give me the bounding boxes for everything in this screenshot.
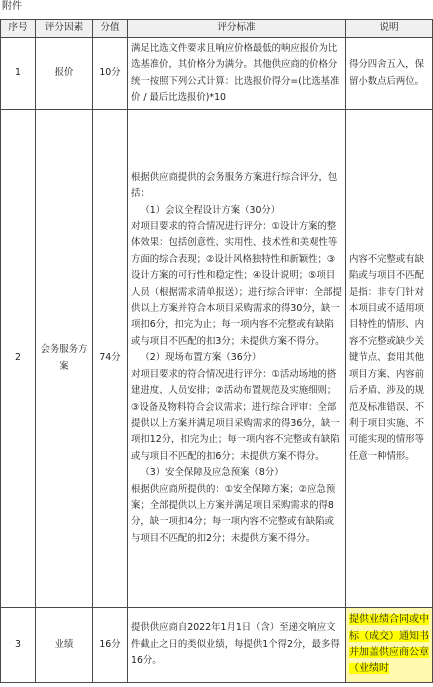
attachment-caption: 附件 — [2, 1, 22, 12]
criteria-paragraph: 根据供应商所提供的：①安全保障方案；②应急预案；全部提供以上方案并满足项目采购需求的得8分，缺一项扣4分；每一项内容不完整或有缺陷或与项目不匹配的扣2分；未提供方案不得分。 — [131, 483, 336, 544]
criteria-paragraph: 满足比选文件要求且响应价格最低的响应报价为比选基准价，其价格分为满分。其他供应商的价格分统一按照下列公式计算：比选报价得分=(比选基准价 / 最后比选报价)*10 — [131, 42, 340, 103]
row-criteria — [128, 38, 346, 110]
highlighted-note-text: 提供业绩合同或中标（成交）通知书并加盖供应商公章（业绩时 — [349, 614, 429, 675]
header-note: 说明 — [346, 20, 433, 38]
row-no: 3 — [1, 608, 36, 683]
row-criteria — [128, 608, 346, 683]
row-note-highlighted — [346, 608, 433, 683]
row-score: 10分 — [93, 38, 128, 110]
header-factor: 评分因素 — [36, 20, 93, 38]
criteria-subheading: （1）会议全程设计方案（30分） — [140, 204, 281, 216]
row-note: 内容不完整或有缺陷或与项目不匹配是指：非专门针对本项目或不适用项目特性的情形、内容不完整或缺少关键节点、套用其他项目方案、内容前后矛盾、涉及的规范及标准错误、不利于项目实施、不可能实现的情形等任意一种情形。 — [346, 110, 433, 608]
row-score: 16分 — [93, 608, 128, 683]
header-score: 分值 — [93, 20, 128, 38]
criteria-paragraph: 对项目要求的符合情况进行评分：①设计方案的整体效果：包括创意性、实用性、技术性和美观性等方面的综合表现；②设计风格独特性和新颖性；③设计方案的可行性和稳定性；④设计说明；⑤项目人员（根据需求清单报送）；进行综合评审：全部提供以上方案并符合本项目采购需求的得30分，缺一项扣6分，扣完为止；每一项内容不完整或有缺陷或与项目不匹配的扣3分；未提供方案不得分。 — [131, 221, 342, 347]
row-no: 2 — [1, 110, 36, 608]
row-factor: 业绩 — [36, 608, 93, 683]
header-no: 序号 — [1, 20, 36, 38]
row-score: 74分 — [93, 110, 128, 608]
scoring-table — [0, 19, 433, 683]
row-no: 1 — [1, 38, 36, 110]
table-header-row — [1, 20, 433, 38]
header-criteria: 评分标准 — [128, 20, 346, 38]
table-row — [1, 38, 433, 110]
criteria-paragraph: 根据供应商提供的会务服务方案进行综合评分，包括： — [131, 171, 338, 200]
row-criteria — [128, 110, 346, 608]
criteria-subheading: （3）安全保障及应急预案（8分） — [140, 467, 284, 479]
table-row — [1, 110, 433, 608]
table-row — [1, 608, 433, 683]
row-factor: 报价 — [36, 38, 93, 110]
criteria-subheading: （2）现场布置方案（36分） — [140, 352, 262, 364]
criteria-paragraph: 提供供应商自2022年1月1日（含）至递交响应文件截止之日的类似业绩，每提供1个得2分，最多得16分。 — [131, 622, 340, 667]
row-note: 得分四舍五入，保留小数点后两位。 — [346, 38, 433, 110]
row-factor: 会务服务方案 — [36, 110, 93, 608]
criteria-paragraph: 对项目要求的符合情况进行评分：①活动场地的搭建进度、人员安排；②活动布置规范及实施细则；③设备及物料符合会议需求；进行综合评审：全部提供以上方案并满足项目采购需求的得36分，缺一项扣12分，扣完为止；每一项内容不完整或有缺陷或与项目不匹配的扣6分；未提供方案不得分。 — [131, 368, 340, 462]
